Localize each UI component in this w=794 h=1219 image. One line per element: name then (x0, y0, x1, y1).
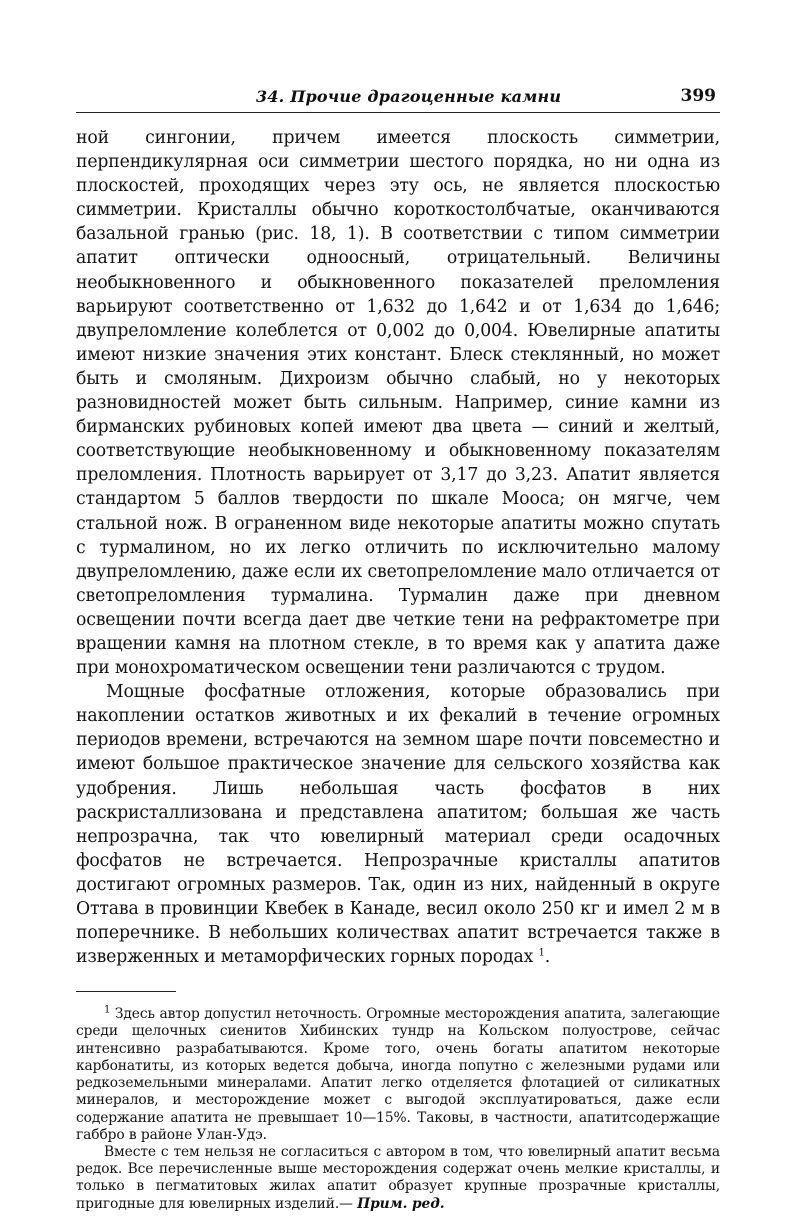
chapter-title: 34. Прочие драгоценные камни (256, 87, 562, 106)
footnote-reference: 1 (538, 947, 545, 959)
page-number: 399 (680, 86, 716, 106)
footnote-text: Вместе с тем нельзя не согласиться с автором в том, что ювелирный апатит весьма редок. Все перечисленные выше месторождения содержат очень мелкие кристаллы, и только в пегматитовых жилах апатит образует крупные прозрачные кристаллы, пригодные для ювелирных изделий.— (76, 1143, 720, 1212)
book-page (76, 84, 720, 1213)
footnote-text: Здесь автор допустил неточность. Огромные месторождения апатита, залегающие среди щелочных сиенитов Хибинских тундр на Кольском полуострове, сейчас интенсивно разрабатываются. Кроме того, очень богаты апатитом некоторые карбонатиты, из которых ведется добыча, иногда попутно с железными рудами или редкоземельными минералами. Апатит легко отделяется флотацией от силикатных минералов, и месторождение может с выгодой эксплуатироваться, даже если содержание апатита не превышает 10—15%. Таковы, в частности, апатитсодержащие габбро в районе Улан-Удэ. (76, 1006, 720, 1143)
running-header (76, 84, 720, 113)
paragraph (76, 680, 720, 969)
footnote-paragraph (76, 1006, 720, 1144)
paragraph: ной сингонии, причем имеется плоскость симметрии, перпендикулярная оси симметрии шестого порядка, но ни одна из плоскостей, проходящих через эту ось, не является плоскостью симметрии. Кристаллы обычно короткостолбчатые, оканчиваются базальной гранью (рис. 18, 1). В соответствии с типом симметрии апатит оптически одноосный, отрицательный. Величины необыкновенного и обыкновенного показателей преломления варьируют соответственно от 1,632 до 1,642 и от 1,634 до 1,646; двупреломление колеблется от 0,002 до 0,004. Ювелирные апатиты имеют низкие значения этих констант. Блеск стеклянный, но может быть и смоляным. Дихроизм обычно слабый, но у некоторых разновидностей может быть сильным. Например, синие камни из бирманских рубиновых копей имеют два цвета — синий и желтый, соответствующие необыкновенному и обыкновенному показателям преломления. Плотность варьирует от 3,17 до 3,23. Апатит является стандартом 5 баллов твердости по шкале Мооса; он мягче, чем стальной нож. В ограненном виде некоторые апатиты можно спутать с турмалином, но их легко отличить по исключительно малому двупреломлению, даже если их светопреломление мало отличается от светопреломления турмалина. Турмалин даже при дневном освещении почти всегда дает две четкие тени на рефрактометре при вращении камня на плотном стекле, в то время как у апатита даже при монохроматическом освещении тени различаются с трудом. (76, 128, 720, 679)
footnote-marker: 1 (104, 1004, 111, 1016)
footnote-paragraph (76, 1144, 720, 1213)
footnote (76, 1006, 720, 1212)
paragraph-end: . (544, 947, 551, 968)
footnote-divider (76, 991, 176, 992)
editor-note: Прим. ред. (357, 1195, 445, 1212)
paragraph-text: Мощные фосфатные отложения, которые образовались при накоплении остатков животных и их фекалий в течение огромных периодов времени, встречаются на земном шаре почти повсеместно и имеют большое практическое значение для сельского хозяйства как удобрения. Лишь небольшая часть фосфатов в них раскристаллизована и представлена апатитом; большая же часть непрозрачна, так что ювелирный материал среди осадочных фосфатов не встречается. Непрозрачные кристаллы апатитов достигают огромных размеров. Так, один из них, найденный в округе Оттава в провинции Квебек в Канаде, весил около 250 кг и имел 2 м в поперечнике. В небольших количествах апатит встречается также в изверженных и метаморфических горных породах (76, 682, 720, 968)
main-text (76, 126, 720, 969)
